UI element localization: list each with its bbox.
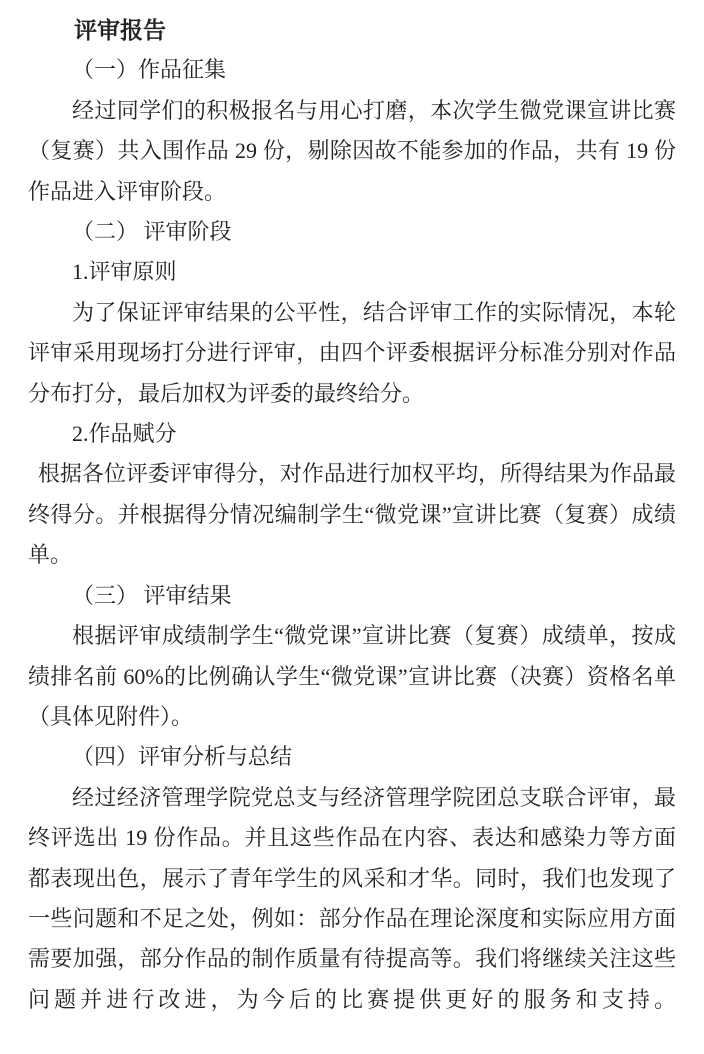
paragraph: 经过同学们的积极报名与用心打磨，本次学生微党课宣讲比赛（复赛）共入围作品 29 份，剔除因故不能参加的作品，共有 19 份作品进入评审阶段。 <box>28 97 676 204</box>
report-title: 评审报告 <box>74 17 166 43</box>
paragraph: 经过经济管理学院党总支与经济管理学院团总支联合评审，最终评选出 19 份作品。并且这些作品在内容、表达和感染力等方面都表现出色，展示了青年学生的风采和才华。同时，我们也发现了一些问题和不足之处，例如：部分作品在理论深度和实际应用方面需要加强，部分作品的制作质量有待提高等。我们将继续关注这些问题并进行改进，为今后的比赛提供更好的服务和支持。 <box>28 784 676 1012</box>
section-heading: （二） 评审阶段 <box>72 219 232 245</box>
paragraph: 为了保证评审结果的公平性，结合评审工作的实际情况，本轮评审采用现场打分进行评审，由四个评委根据评分标准分别对作品分布打分，最后加权为评委的最终给分。 <box>28 299 676 406</box>
paragraph: 根据评审成绩制学生“微党课”宣讲比赛（复赛）成绩单，按成绩排名前 60%的比例确认学生“微党课”宣讲比赛（决赛）资格名单（具体见附件）。 <box>28 623 676 729</box>
document-body <box>28 10 676 1020</box>
paragraph: 根据各位评委评审得分，对作品进行加权平均，所得结果为作品最终得分。并根据得分情况编制学生“微党课”宣讲比赛（复赛）成绩单。 <box>28 461 676 568</box>
subsection-heading: 2.作品赋分 <box>72 421 177 447</box>
subsection-heading: 1.评审原则 <box>72 259 177 285</box>
section-heading: （四）评审分析与总结 <box>72 744 293 770</box>
section-heading: （一）作品征集 <box>72 57 227 83</box>
section-heading: （三） 评审结果 <box>72 582 232 608</box>
